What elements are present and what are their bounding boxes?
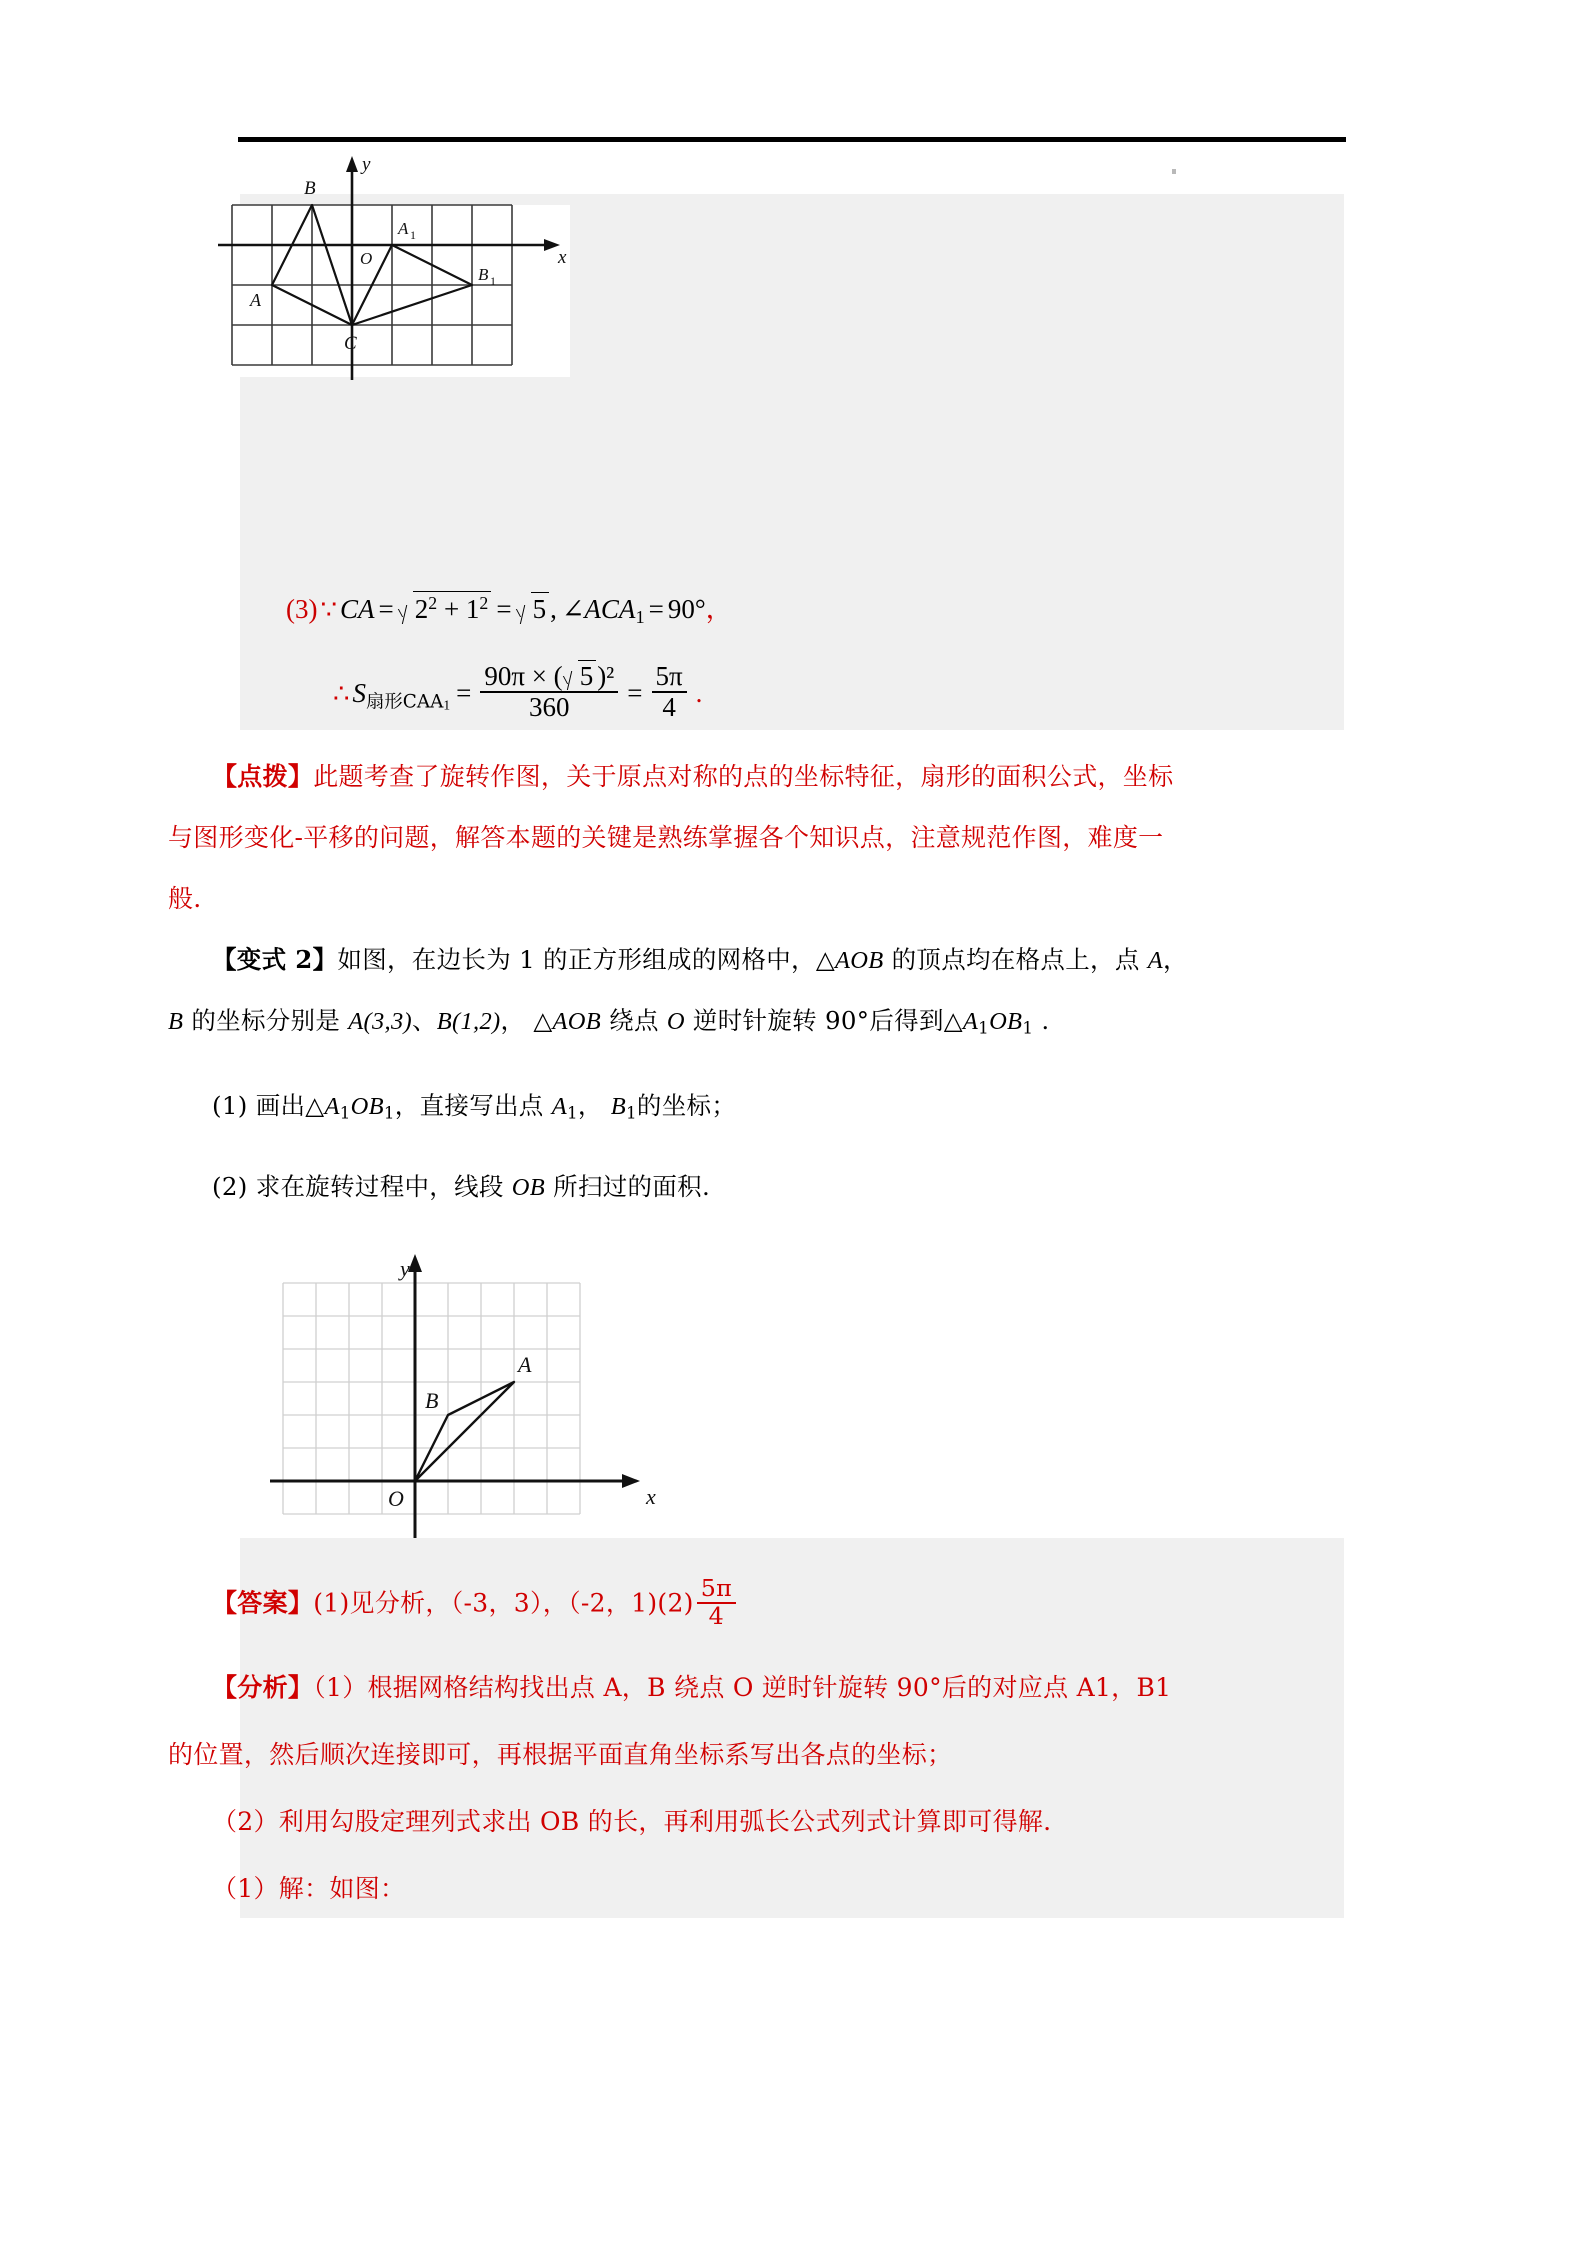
svg-text:B: B	[304, 178, 316, 199]
variant2-line-1	[212, 941, 1188, 976]
result-denominator: 4	[652, 691, 687, 722]
eq-1: =	[378, 594, 394, 624]
tip-line-3: 般.	[168, 884, 202, 913]
variant2-a1: A	[962, 1008, 979, 1035]
variant2-aob-2: AOB	[552, 1008, 602, 1035]
q1-ob1: OB	[350, 1093, 384, 1120]
angle-subscript: 1	[635, 607, 645, 628]
result-numerator: 5π	[655, 661, 683, 691]
solution-part3-line1	[286, 587, 733, 628]
eq-4: =	[456, 678, 472, 709]
q2-text-a: 求在旋转过程中，线段	[247, 1172, 512, 1201]
variant2-coord-b-value: (1,2)	[452, 1008, 501, 1035]
answer-tag: 【答案】	[212, 1588, 314, 1618]
figure2-rotation-grid	[258, 1248, 688, 1548]
variant2-ob1: OB	[989, 1008, 1023, 1035]
q1-text-f: ，	[577, 1091, 611, 1120]
svg-text:1: 1	[410, 228, 416, 242]
svg-text:O: O	[388, 1486, 404, 1511]
figure1-rotation-grid	[210, 130, 570, 380]
fraction-denominator: 360	[480, 691, 618, 722]
variant2-text-2q: .	[1033, 1006, 1050, 1035]
eq-5: =	[627, 678, 643, 709]
variant2-b1-sub: 1	[1022, 1018, 1034, 1038]
svg-text:O: O	[360, 249, 373, 268]
q1-point-b1: B	[610, 1093, 627, 1120]
because-symbol: ∵	[320, 595, 338, 624]
q1-b1-sub: 1	[383, 1103, 395, 1123]
answer-part2-label: (2)	[657, 1588, 694, 1618]
variant2-a1-sub: 1	[978, 1018, 990, 1038]
eq-2: =	[496, 594, 512, 624]
period-1: .	[695, 678, 703, 709]
variant2-question-2	[212, 1168, 710, 1203]
variant2-text-2j: 绕点	[601, 1006, 667, 1035]
svg-text:x: x	[558, 247, 567, 268]
analysis-text-1: （1）根据网格结构找出点 A，B 绕点 O 逆时针旋转 90°后的对应点 A1，B1	[313, 1673, 1172, 1702]
q2-ob: OB	[511, 1174, 546, 1201]
svg-text:A: A	[250, 290, 261, 310]
variant2-aob-1: AOB	[835, 947, 884, 974]
solution-part3-label: (3)	[286, 594, 318, 624]
radicand-5: 5	[531, 592, 550, 625]
svg-text:B: B	[425, 1388, 439, 1413]
fraction-sector	[480, 660, 618, 722]
variant2-coord-b-label: B	[436, 1008, 453, 1035]
analysis-tag: 【分析】	[212, 1673, 314, 1702]
fraction-result	[652, 662, 687, 722]
sector-subscript: 扇形CAA	[366, 691, 444, 713]
degrees-value: 90°	[667, 594, 706, 624]
comma-1: ,	[550, 594, 557, 624]
fraction-numerator: 90π × ( 5 )²	[484, 661, 615, 691]
q1-a1-sub: 1	[339, 1103, 351, 1123]
variant2-line-2	[168, 1002, 1049, 1038]
variant2-text-1e: ，	[1162, 945, 1188, 974]
variant2-coord-a-label: A	[348, 1008, 364, 1035]
variant2-text-1c: 的顶点均在格点上，点	[883, 945, 1148, 974]
variant2-tag: 【变式 2】	[212, 945, 338, 974]
answer-fraction	[697, 1576, 736, 1629]
eq-3: =	[648, 594, 664, 624]
variant2-point-o: O	[666, 1008, 685, 1035]
answer-part1: (1)见分析，（-3，3），（-2，1)	[313, 1588, 658, 1618]
variant2-text-2e: 、	[411, 1006, 437, 1035]
svg-text:y: y	[400, 1256, 410, 1281]
q1-text-h: 的坐标；	[636, 1091, 737, 1120]
sector-subscript-index: 1	[443, 697, 451, 713]
analysis-line-3: （2）利用勾股定理列式求出 OB 的长，再利用弧长公式列式计算即可得解.	[212, 1807, 1052, 1836]
analysis-line-1	[212, 1668, 1171, 1704]
svg-text:x: x	[646, 1484, 656, 1509]
tip-tag: 【点拨】	[212, 762, 314, 791]
q1-a1: A	[324, 1093, 340, 1120]
svg-text:y: y	[362, 154, 371, 175]
variant2-point-b: B	[168, 1008, 184, 1035]
svg-text:C: C	[344, 333, 357, 354]
analysis-line-4: （1）解：如图：	[212, 1874, 406, 1903]
radicand-2sq-plus-1sq: $2^2 + 1^2$	[413, 591, 492, 625]
tip-text-1: 此题考查了旋转作图，关于原点对称的点的坐标特征，扇形的面积公式，坐标	[313, 762, 1174, 791]
variant2-text-2h: ， △	[500, 1006, 553, 1035]
svg-text:1: 1	[490, 274, 496, 288]
tip-line-1	[212, 757, 1173, 793]
answer-fraction-den: 4	[697, 1602, 736, 1630]
trailing-comma-1: ，	[705, 594, 733, 624]
angle-aca1: ∠ACA	[561, 594, 636, 624]
answer-line	[212, 1576, 739, 1629]
q2-label: (2)	[212, 1172, 248, 1201]
variant2-point-a: A	[1147, 947, 1163, 974]
ca-term: CA	[340, 594, 375, 624]
variant2-text-2b: 的坐标分别是	[183, 1006, 349, 1035]
svg-text:A: A	[518, 1352, 532, 1377]
q1-label: (1)	[212, 1091, 248, 1120]
artifact-speck	[1172, 169, 1176, 174]
q1-point-a1-sub: 1	[566, 1103, 578, 1123]
solution-part3-line2	[330, 660, 702, 722]
variant2-coord-a-value: (3,3)	[363, 1008, 412, 1035]
q1-text-a: 画出△	[247, 1091, 325, 1120]
sector-area-symbol: S	[352, 678, 367, 709]
variant2-question-1	[212, 1087, 736, 1123]
q1-text-d: ，直接写出点	[394, 1091, 552, 1120]
q2-text-c: 所扫过的面积.	[545, 1172, 711, 1201]
svg-text:B: B	[478, 265, 489, 284]
variant2-text-2l: 逆时针旋转 90°后得到△	[684, 1006, 963, 1035]
q1-point-b1-sub: 1	[626, 1103, 637, 1123]
answer-fraction-num: 5π	[700, 1574, 733, 1602]
therefore-symbol: ∴	[333, 679, 350, 709]
variant2-text-1a: 如图，在边长为 1 的正方形组成的网格中，△	[337, 945, 835, 974]
analysis-line-2: 的位置，然后顺次连接即可，再根据平面直角坐标系写出各点的坐标；	[168, 1740, 953, 1769]
tip-line-2: 与图形变化-平移的问题，解答本题的关键是熟练掌握各个知识点，注意规范作图，难度一	[168, 823, 1164, 852]
q1-point-a1: A	[551, 1093, 567, 1120]
svg-text:A: A	[398, 219, 409, 238]
